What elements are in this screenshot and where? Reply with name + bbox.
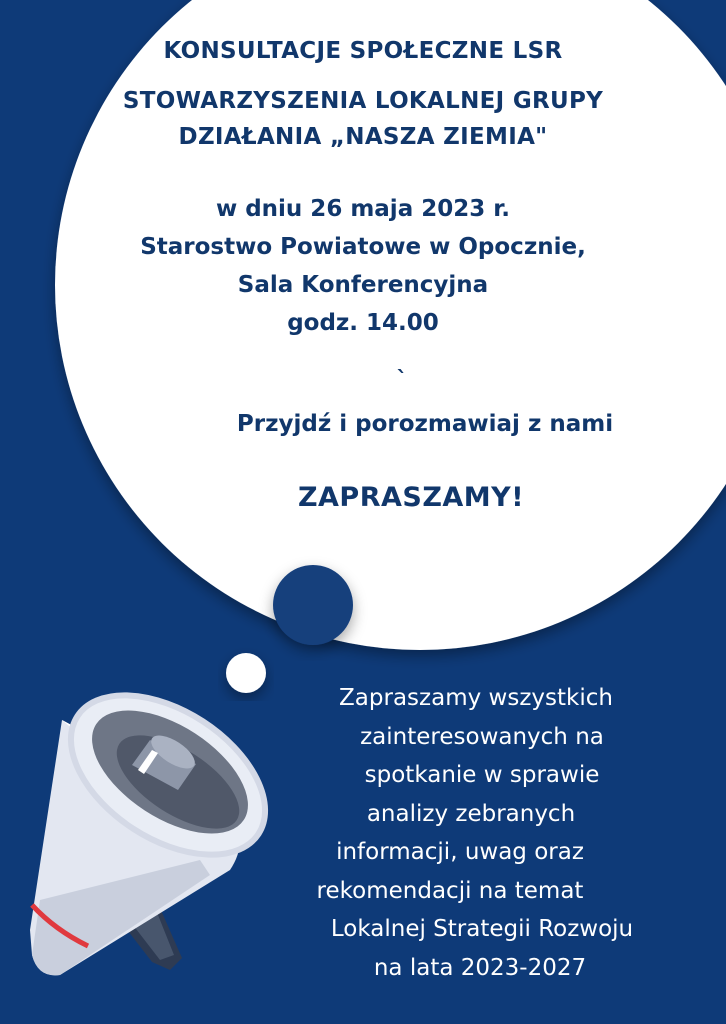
description-line: analizy zebranych <box>366 800 576 827</box>
stray-mark: ` <box>396 368 408 393</box>
description-line: zainteresowanych na <box>360 723 604 750</box>
description-line: Zapraszamy wszystkich <box>339 685 613 711</box>
event-time: godz. 14.00 <box>287 310 439 336</box>
event-date: w dniu 26 maja 2023 r. <box>215 196 511 222</box>
event-place: Starostwo Powiatowe w Opocznie, <box>140 234 586 260</box>
invite-text: Przyjdź i porozmawiaj z nami <box>236 411 614 437</box>
description-line: informacji, uwag oraz <box>336 839 584 865</box>
title-line-1: KONSULTACJE SPOŁECZNE LSR <box>163 38 563 64</box>
description-line: Lokalnej Strategii Rozwoju <box>330 916 634 942</box>
bubble-dot-small <box>226 653 266 693</box>
title-line-2: STOWARZYSZENIA LOKALNEJ GRUPY <box>122 88 604 114</box>
description-line: na lata 2023-2027 <box>373 954 587 981</box>
description-block <box>270 679 690 987</box>
cta-heading: ZAPRASZAMY! <box>297 482 525 513</box>
title-line-3: DZIAŁANIA „NASZA ZIEMIA" <box>178 124 548 150</box>
bubble-dot-large <box>273 565 353 645</box>
description-line: spotkanie w sprawie <box>364 762 600 788</box>
description-line: rekomendacji na temat <box>316 877 584 904</box>
event-room: Sala Konferencyjna <box>237 272 489 298</box>
